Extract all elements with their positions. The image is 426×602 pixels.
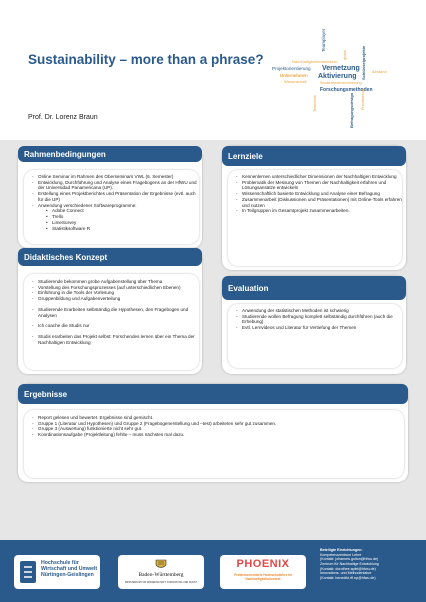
contacts-block [320,548,422,581]
cloud-word: Schlüsselprojekte [361,45,366,80]
poster-title: Sustainability – more than a phrase? [28,52,264,67]
list-item: - Studis erarbeiten das Projekt selbst: Forschendes lernen über ein Thema der Nachhaltigen Entwicklung [32,334,199,345]
rahmen-list [24,174,199,208]
didaktik-list-d [24,334,199,345]
hfwu-line2: Wirtschaft und Umwelt [41,565,98,572]
contact-line: Innovations- und Methodenlabor [320,571,372,576]
list-item: - Ich coache die Studis nur [32,323,199,329]
cloud-word: Abstand [372,69,387,74]
evaluation-heading: Evaluation [222,276,406,300]
cloud-word: Teamwork [313,94,317,112]
cloud-word: global [343,49,347,60]
list-item: - Studierende wollen Befragung komplett selbständig durchführen (auch die Erhebung) [236,314,402,325]
phoenix-logo [220,555,306,589]
didaktik-heading: Didaktisches Konzept [18,248,202,266]
list-item: - Koordinationsaufgabe (Projektleitung) fehlte – muss nächstes mal dazu. [32,432,404,438]
list-item: - Studierende Erarbeiten selbständig die Hypothesen, den Fragebogen und Analysen [32,307,199,318]
phoenix-subtitle: Problemorientierte Hochschullehre im Nachhaltigkeitskontext [234,573,292,581]
bw-coat-of-arms-icon [154,558,168,570]
cloud-word: Wissenschaft [284,80,307,84]
list-item: - Gruppenbildung und Aufgabenverteilung [32,296,199,302]
list-item: - Evtl. Lernvideos und Literatur für Vertiefung der Themen [236,325,402,331]
contacts-heading: Beteiligte Einrichtungen: [320,548,363,552]
evaluation-content [228,304,402,368]
phoenix-name: PHOENIX [236,558,290,570]
contact-line: Kompetenzzentrum Lehre [320,552,362,557]
list-item: - Problematik der Messung von Themen der Nachhaltigkeit erfahren und Lösungsansätze entwickeln [236,180,402,191]
list-item: - Report gelesen und bewertet. Ergebnisse sind gemischt. [32,415,404,421]
list-item: • LimeSurvey [46,220,199,226]
list-item: - Entwicklung, Durchführung und Analyse eines Fragebogens an der HfWU und der Universidad Panamericana (UP). [32,180,199,191]
contact-line: (Kontakt: benedikt.rff.np@hfwu.de) [320,576,376,581]
lernziele-list [228,174,402,214]
cloud-word: Vernetzung [322,65,360,72]
cloud-word: Befragungsdesign [349,92,354,128]
list-item: - In Teilgruppen im Gesamtprojekt zusammenarbeiten. [236,208,402,214]
hfwu-logo [14,555,100,589]
list-item: - Einführung in die Tools der Vorlesung [32,290,199,296]
didaktik-list [24,279,199,302]
cloud-word: Studierendenzentrierung [320,81,362,85]
hfwu-line1: Hochschule für [41,560,79,566]
rahmen-content [24,170,199,244]
poster-author: Prof. Dr. Lorenz Braun [28,114,98,121]
cloud-word: Forschungsmethoden [320,87,373,93]
list-item: - Gruppe 3 (Auswertung) funktionierte nicht sehr gut. [32,426,404,432]
list-item: - Online Seminar im Rahmen des Oberseminars VWL (6. Semester) [32,174,199,180]
list-item: - Vorstellung des Forschungsprozesses (auf unterschiedlichen Ebenen) [32,285,199,291]
cloud-word: Projektorientierung [272,66,311,71]
ergebnisse-list [24,415,404,438]
cloud-word: Unternehmen [280,73,308,78]
list-item: - Zusammenarbeit (Diskussionen und Präsentationen) mit Online-Tools erfahren und nutzen [236,197,402,208]
list-item: - Studierende bekommen grobe Aufgabenstellung über Thema [32,279,199,285]
contact-line: Zentrum für Nachhaltige Entwicklung [320,562,379,567]
hfwu-emblem-icon [18,559,38,585]
evaluation-list [228,308,402,331]
lernziele-content [228,170,402,266]
list-item: - Gruppe 1 (Literatur und Hypothesen) und Gruppe 2 (Fragebogenerstellung und –test) arbeiteten sehr gut zusammen. [32,421,404,427]
poster-header [0,0,426,140]
list-item: • Adobe Connect [46,208,199,214]
bw-logo [118,555,204,589]
list-item: - Erstellung eines Projektberichtes und Präsentation der Ergebnisse (evtl. auch für die UP) [32,191,199,202]
list-item: - Kennenlernen unterschiedlicher Dimensionen der Nachhaltigen Entwicklung [236,174,402,180]
hfwu-line3: Nürtingen-Geislingen [41,571,94,578]
word-cloud [262,30,412,128]
bw-name: Baden-Württemberg [138,572,184,578]
didaktik-list-c [24,323,199,329]
ergebnisse-heading: Ergebnisse [18,384,408,404]
contact-line: (Kontakt: johannes.goiton@hfwu.de) [320,557,379,562]
bw-subtitle: MINISTERIUM FÜR WISSENSCHAFT, FORSCHUNG UND KUNST [124,581,198,584]
list-item: • Trello [46,214,199,220]
list-item: - Anwendung verschiedener Softwareprogramme: [32,203,199,209]
software-list [24,208,199,231]
ergebnisse-content [24,410,404,478]
lernziele-heading: Lernziele [222,146,406,166]
list-item: - Wissenschaftlich basierte Entwicklung und Analyse einer Befragung [236,191,402,197]
list-item: • Statistiksoftware R [46,226,199,232]
list-item: - Anwendung der statistischen Methoden ist schwierig [236,308,402,314]
rahmen-heading: Rahmenbedingungen [18,146,202,162]
cloud-word: Praxisbezug [361,89,365,110]
cloud-word: Nachhaltigkeit/entwickeln [292,59,337,64]
didaktik-list-b [24,307,199,318]
contact-line: (Kontakt: dorothee.apfel@hfwu.de) [320,566,376,571]
cloud-word: Aktivierung [318,73,357,80]
didaktik-content [24,274,199,370]
cloud-word: Teamplayer [321,28,326,52]
